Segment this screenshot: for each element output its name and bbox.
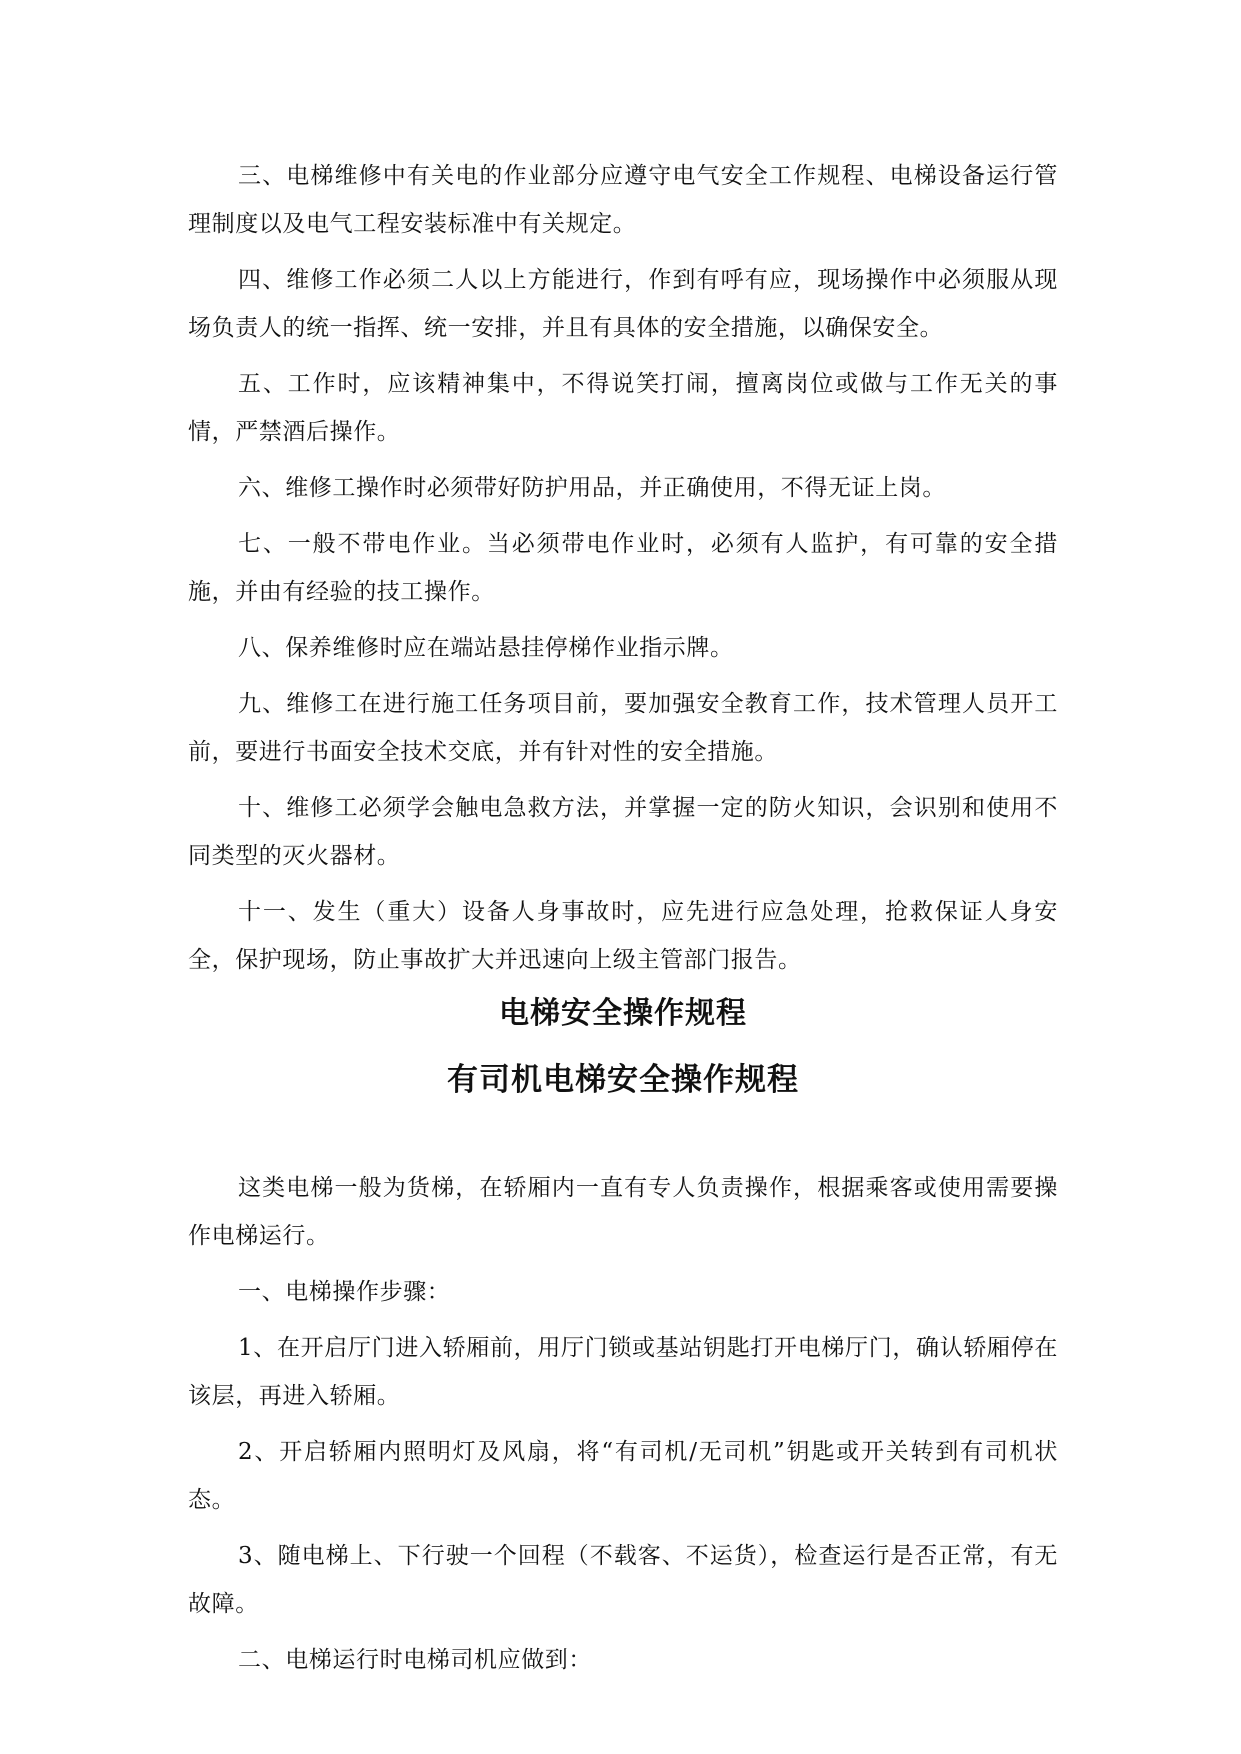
intro-paragraph: 这类电梯一般为货梯，在轿厢内一直有专人负责操作，根据乘客或使用需要操作电梯运行。 xyxy=(188,1175,1058,1249)
operator-duties-heading: 二、电梯运行时电梯司机应做到： xyxy=(238,1647,592,1673)
clause-11: 十一、发生（重大）设备人身事故时，应先进行应急处理，抢救保证人身安全，保护现场，防止事故扩大并迅速向上级主管部门报告。 xyxy=(188,899,1058,973)
step-3: 3、随电梯上、下行驶一个回程（不载客、不运货），检查运行是否正常，有无故障。 xyxy=(188,1543,1058,1617)
clause-4: 四、维修工作必须二人以上方能进行，作到有呼有应，现场操作中必须服从现场负责人的统一指挥、统一安排，并且有具体的安全措施，以确保安全。 xyxy=(188,267,1058,341)
clause-10: 十、维修工必须学会触电急救方法，并掌握一定的防火知识，会识别和使用不同类型的灭火器材。 xyxy=(188,795,1058,869)
section-title: 电梯安全操作规程 xyxy=(499,996,747,1031)
section-subtitle: 有司机电梯安全操作规程 xyxy=(447,1062,799,1098)
clause-8: 八、保养维修时应在端站悬挂停梯作业指示牌。 xyxy=(238,635,734,661)
step-2: 2、开启轿厢内照明灯及风扇，将“有司机/无司机”钥匙或开关转到有司机状态。 xyxy=(188,1439,1058,1513)
step-1: 1、在开启厅门进入轿厢前，用厅门锁或基站钥匙打开电梯厅门，确认轿厢停在该层，再进入轿厢。 xyxy=(188,1335,1058,1409)
clause-6: 六、维修工操作时必须带好防护用品，并正确使用，不得无证上岗。 xyxy=(238,475,946,501)
clause-3: 三、电梯维修中有关电的作业部分应遵守电气安全工作规程、电梯设备运行管理制度以及电气工程安装标准中有关规定。 xyxy=(188,163,1058,237)
clause-5: 五、工作时，应该精神集中，不得说笑打闹，擅离岗位或做与工作无关的事情，严禁酒后操作。 xyxy=(188,371,1058,445)
operation-steps-heading: 一、电梯操作步骤： xyxy=(238,1279,451,1305)
clause-7: 七、一般不带电作业。当必须带电作业时，必须有人监护，有可靠的安全措施，并由有经验的技工操作。 xyxy=(188,531,1058,605)
clause-9: 九、维修工在进行施工任务项目前，要加强安全教育工作，技术管理人员开工前，要进行书面安全技术交底，并有针对性的安全措施。 xyxy=(188,691,1058,765)
document-body xyxy=(188,152,1058,1692)
